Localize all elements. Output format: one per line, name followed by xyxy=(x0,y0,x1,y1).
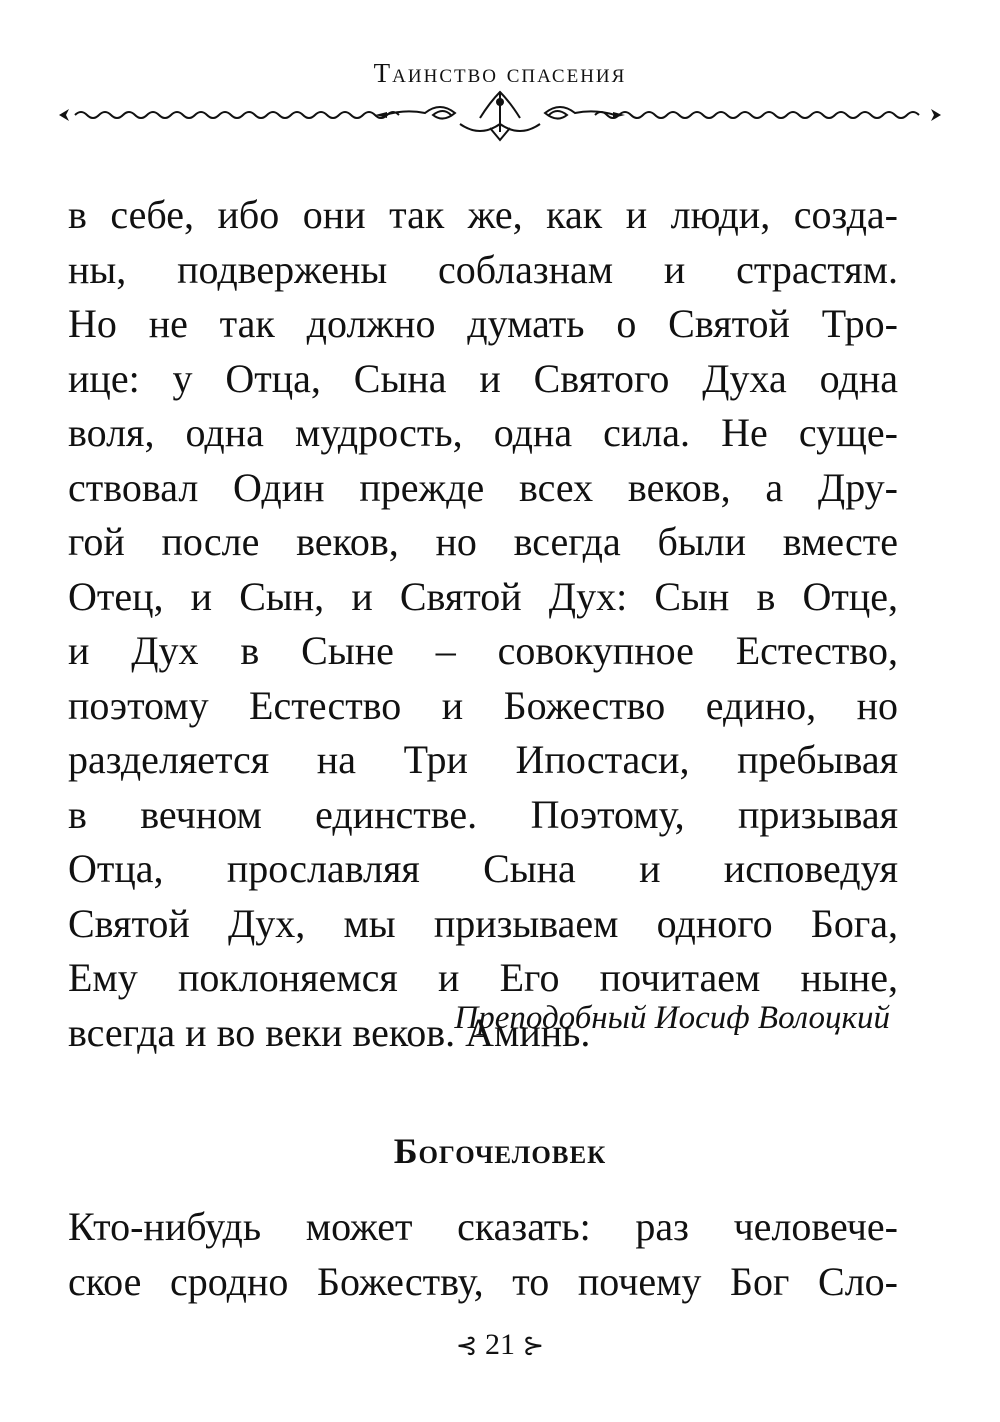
text-line: воля, одна мудрость, одна сила. Не суще- xyxy=(68,410,898,455)
attribution: Преподобный Иосиф Волоцкий xyxy=(454,1000,890,1036)
text-line: Но не так должно думать о Святой Тро- xyxy=(68,301,898,346)
text-line: всегда и во веки веков. Аминь. xyxy=(68,1009,591,1055)
text-line: Ему поклоняемся и Его почитаем ныне, xyxy=(68,955,898,1000)
text-line: поэтому Естество и Божество едино, но xyxy=(68,682,898,728)
main-text xyxy=(68,188,898,1060)
ornament-left-icon: ⊰ xyxy=(455,1331,478,1360)
text-line: ице: у Отца, Сына и Святого Духа одна xyxy=(68,355,898,401)
text-line: Святой Дух, мы призываем одного Бога, xyxy=(68,900,898,946)
text-line: и Дух в Сыне – совокупное Естество, xyxy=(68,628,898,673)
text-line: Кто-нибудь может сказать: раз человече- xyxy=(68,1204,898,1249)
running-title: Таинство спасения xyxy=(373,58,627,88)
text-line: в вечном единстве. Поэтому, призывая xyxy=(68,791,898,837)
text-line: в себе, ибо они так же, как и люди, созда- xyxy=(68,192,898,237)
section-text xyxy=(68,1200,898,1309)
divider-ornament-icon xyxy=(55,88,945,148)
text-line: Отца, прославляя Сына и исповедуя xyxy=(68,846,898,891)
text-line: ны, подвержены соблазнам и страстям. xyxy=(68,246,898,292)
text-line: ское сродно Божеству, то почему Бог Сло- xyxy=(68,1258,898,1304)
text-line: Отец, и Сын, и Святой Дух: Сын в Отце, xyxy=(68,573,898,619)
page-number: 21 xyxy=(485,1328,515,1361)
ornament-right-icon: ⊱ xyxy=(522,1331,545,1360)
page-number-footer xyxy=(0,1328,1000,1362)
text-line: разделяется на Три Ипостаси, пребывая xyxy=(68,737,898,782)
text-line: гой после веков, но всегда были вместе xyxy=(68,519,898,564)
section-title: Богочеловек xyxy=(393,1131,607,1171)
text-line: ствовал Один прежде всех веков, а Дру- xyxy=(68,464,898,510)
